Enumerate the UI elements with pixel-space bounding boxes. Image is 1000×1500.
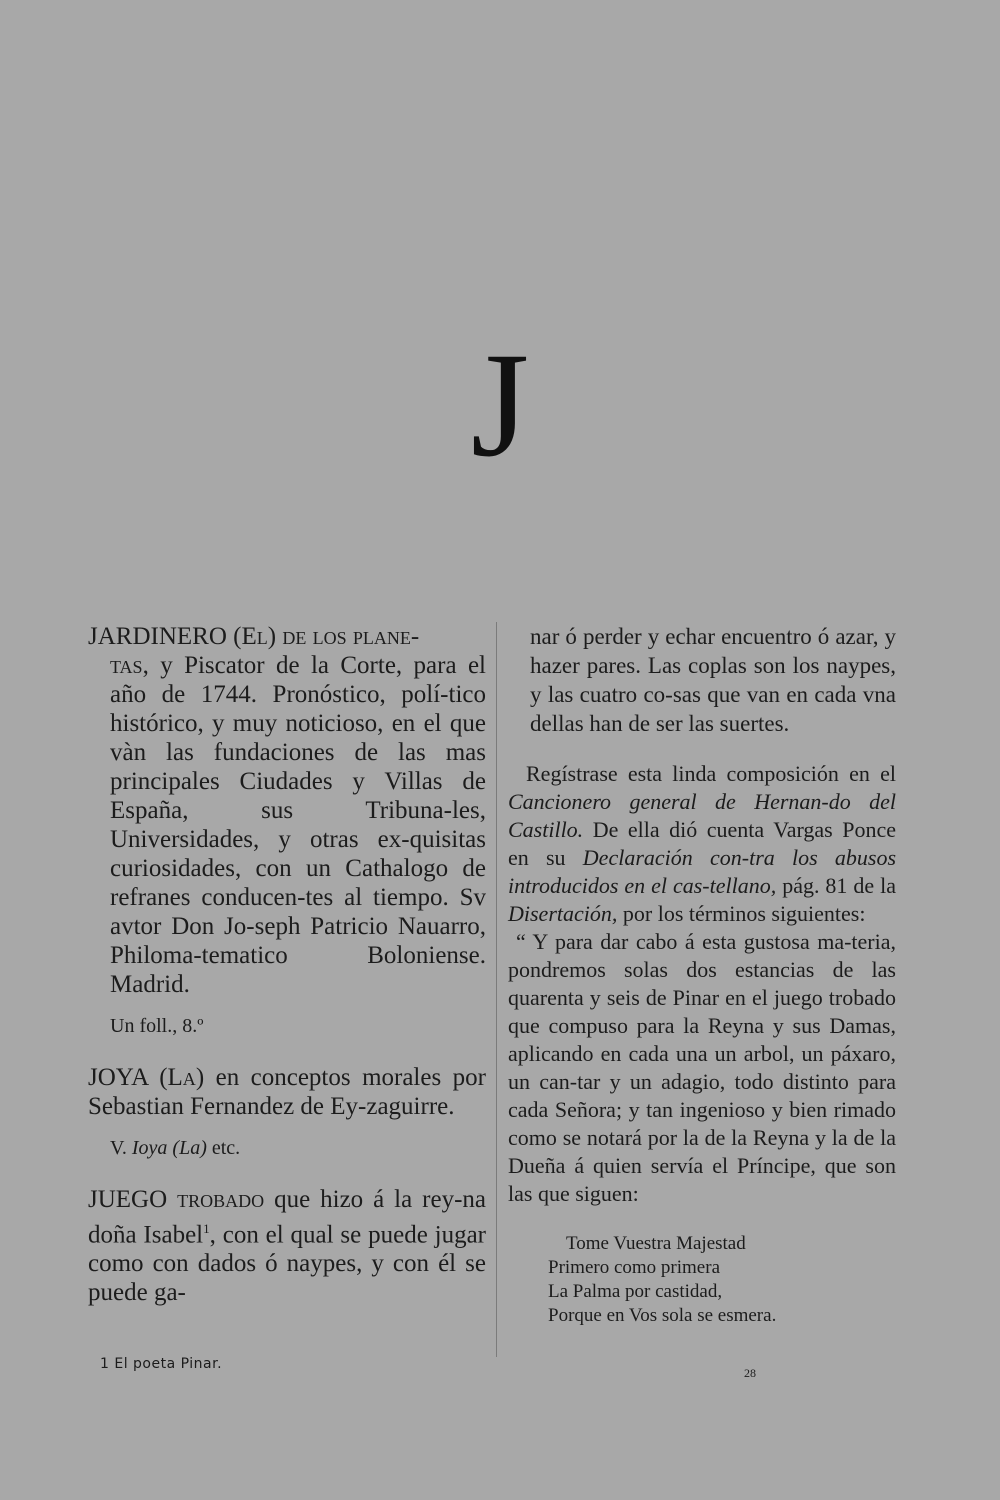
entry-body-text: , y Piscator de la Corte, para el año de 1744. Pronóstico, polí-tico histórico, y muy noticioso, en el que vàn las fundaciones de las mas principales Ciudades y Villas de España, sus Tribuna-les, Universidades, y otras ex-quisitas curiosidades, con un Cathalogo de refranes conducen-tes al tiempo. Sv avtor Don Jo-seph Patricio Nauarro, Philoma-tematico Boloniense. Madrid.	[110, 652, 486, 998]
entry-body-text: ) en conceptos morales por Sebastian Fernandez de Ey-zaguirre.	[88, 1064, 486, 1120]
entry-head: JARDINERO (	[88, 623, 242, 650]
entry-body-text-2: , con el qual se puede jugar como con dados ó naypes, y con él se puede ga-	[88, 1221, 486, 1307]
entry-joya	[88, 1063, 486, 1121]
column-divider	[496, 622, 497, 1357]
entry-body	[88, 651, 486, 999]
verse-line: Porque en Vos sola se esmera.	[548, 1305, 777, 1326]
footnote: 1 El poeta Pinar.	[100, 1356, 223, 1372]
quote-paragraph: “ Y para dar cabo á esta gustosa ma-teria, pondremos solas dos estancias de las quarenta y seis de Pinar en el juego trobado que compuso para la Reyna y sus Damas, aplicando en cada una un arbol, un páxaro, un can-tar y un adagio, todo distinto para cada Señora; y tan ingenioso y bien rimado como se notará por la de la Reyna y la de la Dueña á quien servía el Príncipe, que son las que siguen:	[508, 929, 896, 1206]
section-letter: J	[470, 322, 530, 488]
continued-text: nar ó perder y echar encuentro ó azar, y hazer pares. Las coplas son los naypes, y las cuatro co-sas que van en cada vna dellas han de ser las suertes.	[530, 624, 896, 736]
entry-article: El	[241, 623, 268, 650]
entry-smallcaps: de los plane-	[282, 623, 420, 650]
entry-jardinero	[88, 622, 486, 999]
title-declaracion: Declaración con-tra los abusos introducidos en el cas-tellano,	[508, 845, 897, 898]
entry-head: JOYA (	[88, 1064, 168, 1091]
note-prefix: V.	[110, 1137, 132, 1159]
commentary-paragraph	[508, 760, 896, 928]
commentary-text-b: De ella dió cuenta Vargas Ponce en su	[508, 817, 896, 870]
note-suffix: etc.	[206, 1137, 241, 1159]
verse-block	[508, 1232, 896, 1328]
commentary-text-d: por los términos siguientes:	[617, 901, 866, 926]
commentary-text-a: Regístrase esta linda composición en el	[526, 761, 896, 786]
entry-smallcaps: trobado	[177, 1186, 265, 1213]
entry-note: Un foll., 8.º	[110, 1015, 204, 1037]
entry-article: La	[167, 1064, 196, 1091]
verse-line: Tome Vuestra Majestad	[566, 1233, 746, 1254]
note-ref: Ioya (La)	[131, 1137, 207, 1159]
title-cancionero: Cancionero general de Hernan-do del Castillo.	[508, 789, 896, 842]
title-disertacion: Disertación,	[508, 901, 618, 926]
verse-line: Primero como primera	[548, 1257, 721, 1278]
left-column	[88, 622, 486, 1307]
entry-head: JUEGO	[88, 1186, 178, 1213]
verse-line: La Palma por castidad,	[548, 1281, 723, 1302]
entry-juego	[88, 1185, 486, 1307]
footnote-marker: 1	[203, 1221, 210, 1236]
commentary-text-c: pág. 81 de la	[776, 873, 896, 898]
entry-body-smallcaps: tas	[110, 652, 143, 679]
right-column	[508, 622, 896, 1328]
entry-body-text: que hizo á la rey-na doña Isabel	[88, 1186, 486, 1249]
entry-head-close: )	[267, 623, 283, 650]
entry-note	[88, 1135, 486, 1161]
page-number: 28	[744, 1366, 756, 1380]
